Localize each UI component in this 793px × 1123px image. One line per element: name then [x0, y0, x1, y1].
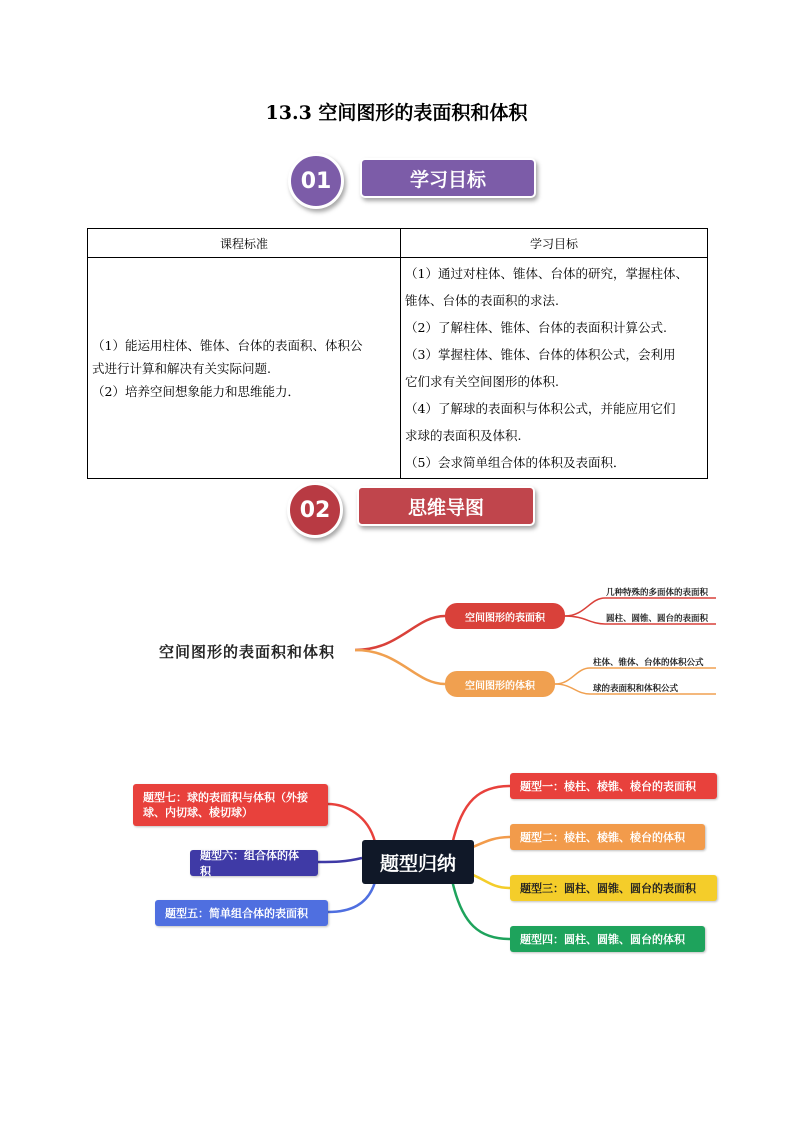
mindmap-leaf: 柱体、锥体、台体的体积公式 — [593, 658, 704, 668]
mindmap-branch-surface: 空间图形的表面积 — [445, 603, 565, 629]
standard-line: （1）能运用柱体、锥体、台体的表面积、体积公 — [92, 337, 363, 353]
question-type-7-line: 题型七：球的表面积与体积（外接 — [143, 791, 308, 804]
goal-line: （3）掌握柱体、锥体、台体的体积公式，会利用 — [405, 347, 676, 362]
table-header-standard: 课程标准 — [88, 229, 401, 258]
mindmap-branch-volume: 空间图形的体积 — [445, 671, 555, 697]
standard-line: 式进行计算和解决有关实际问题. — [92, 360, 271, 376]
mindmap-central-topic: 空间图形的表面积和体积 — [159, 643, 336, 661]
question-type-4: 题型四：圆柱、圆锥、圆台的体积 — [510, 926, 705, 952]
mindmap-leaf: 几种特殊的多面体的表面积 — [606, 588, 709, 598]
question-type-7-line: 球、内切球、棱切球） — [143, 806, 253, 819]
goal-line: 求球的表面积及体积. — [405, 428, 522, 443]
goal-line: 它们求有关空间图形的体积. — [405, 374, 559, 389]
goal-line: （2）了解柱体、锥体、台体的表面积计算公式. — [405, 320, 667, 335]
section-label: 学习目标 — [360, 158, 536, 198]
goal-line: （5）会求简单组合体的体积及表面积． — [405, 455, 626, 470]
mindmap-leaf: 球的表面积和体积公式 — [593, 684, 679, 694]
section-number: 02 — [287, 482, 343, 538]
question-type-1: 题型一：棱柱、棱锥、棱台的表面积 — [510, 773, 717, 799]
question-types-central: 题型归纳 — [362, 840, 474, 884]
goal-line: （4）了解球的表面积与体积公式，并能应用它们 — [405, 401, 676, 416]
mindmap-leaf: 圆柱、圆锥、圆台的表面积 — [606, 614, 709, 624]
question-type-2: 题型二：棱柱、棱锥、棱台的体积 — [510, 824, 705, 850]
question-type-5: 题型五：简单组合体的表面积 — [155, 900, 328, 926]
goal-line: 锥体、台体的表面积的求法. — [405, 293, 559, 308]
standard-line: （2）培养空间想象能力和思维能力． — [92, 383, 300, 399]
section-number: 01 — [288, 153, 344, 209]
question-type-6: 题型六：组合体的体积 — [190, 850, 318, 876]
goal-line: （1）通过对柱体、锥体、台体的研究，掌握柱体、 — [405, 266, 688, 281]
page-title: 13.3 空间图形的表面积和体积 — [265, 102, 528, 124]
table-header-goals: 学习目标 — [401, 229, 708, 258]
section-label: 思维导图 — [357, 486, 535, 526]
question-type-3: 题型三：圆柱、圆锥、圆台的表面积 — [510, 875, 717, 901]
question-type-7 — [133, 784, 328, 826]
